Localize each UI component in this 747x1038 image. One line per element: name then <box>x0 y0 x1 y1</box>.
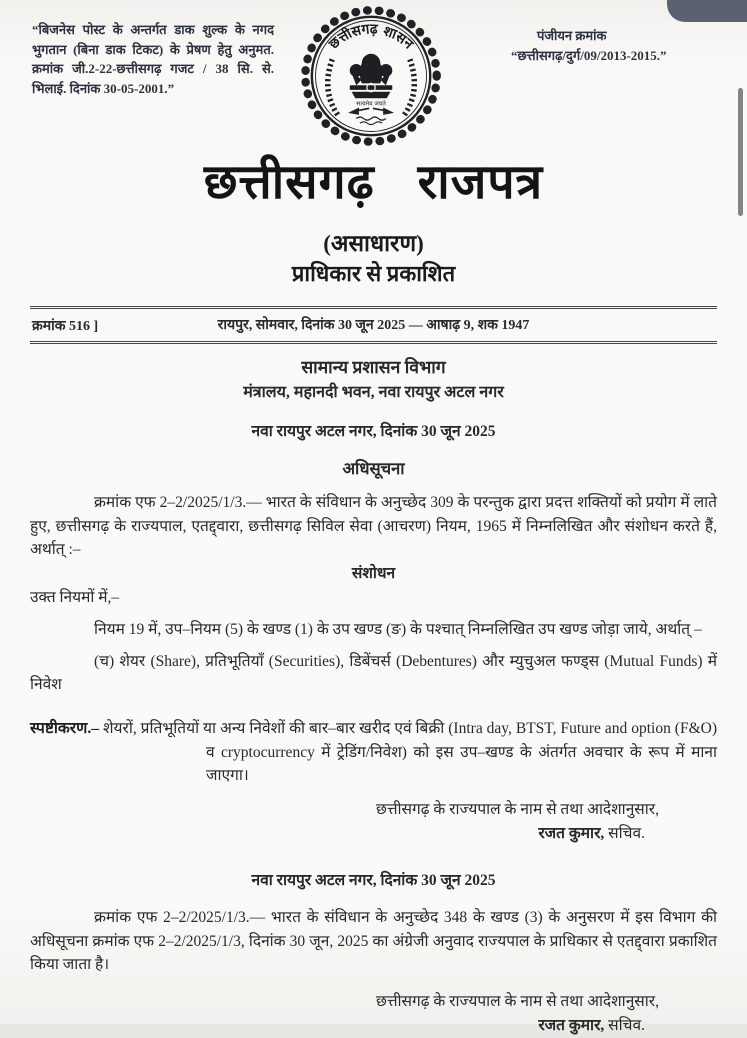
amendment-paragraph: नियम 19 में, उप–नियम (5) के खण्ड (1) के उप खण्ड (ङ) के पश्चात् निम्नलिखित उप खण्ड जोड़ा जाये, अर्थात् – <box>94 620 702 638</box>
notification-heading: अधिसूचना <box>342 458 405 478</box>
place-date-line-2: नवा रायपुर अटल नगर, दिनांक 30 जून 2025 <box>251 872 496 890</box>
registration-label: पंजीयन क्रमांक <box>537 28 607 43</box>
signature-block-2 <box>30 990 717 1038</box>
new-clause-paragraph: (च) शेयर (Share), प्रतिभूतियाँ (Securities), डिबेंचर्स (Debentures) और म्युचुअल फण्ड्स (Mutual Funds) में निवेश <box>30 652 717 693</box>
issue-number: क्रमांक 516 ] <box>32 319 99 334</box>
emblem-arc-text: छत्तीसगढ़ शासन <box>325 21 416 53</box>
department-name: सामान्य प्रशासन विभाग <box>301 357 446 377</box>
registration-number: “छत्तीसगढ़/दुर्ग/09/2013-2015.” <box>511 47 667 63</box>
gazette-title: छत्तीसगढ़ राजपत्र <box>203 156 544 209</box>
explanation-label: स्पष्टीकरण.– <box>30 720 99 738</box>
secretary-name-2: रजत कुमार, <box>538 1017 605 1035</box>
state-emblem <box>297 2 445 155</box>
issue-date-line: रायपुर, सोमवार, दिनांक 30 जून 2025 — आषाढ़ 9, शक 1947 <box>217 318 530 333</box>
by-order-line-2: छत्तीसगढ़ के राज्यपाल के नाम से तथा आदेशानुसार, <box>375 993 659 1011</box>
secretary-role-2: सचिव. <box>604 1017 645 1035</box>
viewer-corner-chrome <box>667 0 747 22</box>
notification-paragraph-1: क्रमांक एफ 2–2/2025/1/3.— भारत के संविधान के अनुच्छेद 309 के परन्तुक द्वारा प्रदत्त शक्तियों को प्रयोग में लाते हुए, छत्तीसगढ़ के राज्यपाल, एतद्द्वारा, छत्तीसगढ़ सिविल सेवा (आचरण) नियम, 1965 में निम्नलिखित और संशोधन करते हैं, अर्थात् :– <box>30 494 717 558</box>
postal-permission-note: “बिजनेस पोस्ट के अन्तर्गत डाक शुल्क के नगद भुगतान (बिना डाक टिकट) के प्रेषण हेतु अनुमत. क्रमांक जी.2-22-छत्तीसगढ़ गजट / 38 सि. से. भिलाई. दिनांक 30-05-2001.” <box>32 22 274 96</box>
by-order-line: छत्तीसगढ़ के राज्यपाल के नाम से तथा आदेशानुसार, <box>375 801 659 818</box>
english-translation-paragraph: क्रमांक एफ 2–2/2025/1/3.— भारत के संविधान के अनुच्छेद 348 के खण्ड (3) के अनुसरण में इस विभाग की अधिसूचना क्रमांक एफ 2–2/2025/1/3, दिनांक 30 जून, 2025 का अंग्रेजी अनुवाद राज्यपाल के प्राधिकार से एतद्द्वारा प्रकाशित किया जाता है। <box>30 909 717 973</box>
issue-bar <box>30 306 717 344</box>
signature-block-1 <box>30 798 717 846</box>
secretary-role: सचिव. <box>604 825 645 843</box>
explanation-paragraph <box>30 717 717 787</box>
amendment-heading: संशोधन <box>351 565 396 582</box>
secretary-name: रजत कुमार, <box>538 825 605 843</box>
published-by-authority-line: प्राधिकार से प्रकाशित <box>291 261 456 286</box>
document-body <box>30 354 717 1038</box>
registration-note <box>511 26 721 65</box>
gazette-subtitle: (असाधारण) <box>323 231 424 256</box>
department-address: मंत्रालय, महानदी भवन, नवा रायपुर अटल नगर <box>243 384 504 402</box>
place-date-line: नवा रायपुर अटल नगर, दिनांक 30 जून 2025 <box>251 423 496 441</box>
emblem-motto: सत्यमेव जयते <box>355 100 386 108</box>
chhattisgarh-seal-icon <box>297 2 445 150</box>
rules-intro-line: उक्त नियमों में,– <box>30 589 120 607</box>
explanation-text: शेयरों, प्रतिभूतियों या अन्य निवेशों की बार–बार खरीद एवं बिक्री (Intra day, BTST, Future and option (F&O) व cryptocurrency में ट्रेडिंग/निवेश) को इस उप–खण्ड के अंतर्गत अवचार के रूप में माना जाएगा। <box>98 720 717 784</box>
